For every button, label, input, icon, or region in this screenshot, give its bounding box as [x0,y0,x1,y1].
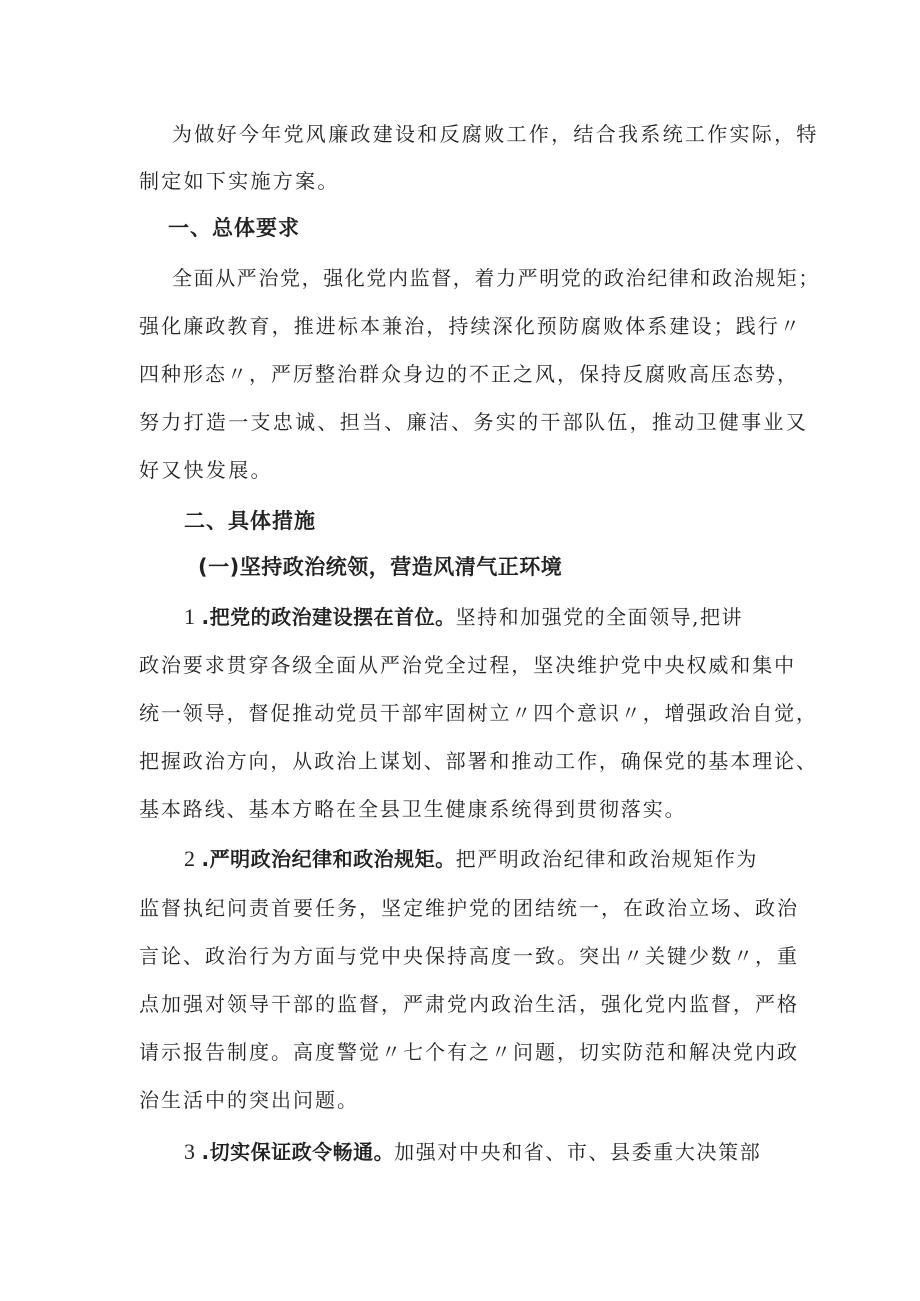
item-1-first-line [184,603,743,631]
item-3-title: .切实保证政令畅通。 [201,1140,395,1164]
item-2-first-line [184,845,758,873]
intro-line-1: 为做好今年党风廉政建设和反腐败工作，结合我系统工作实际，特 [172,122,819,146]
item-2-line-5: 请示报告制度。高度警觉〃七个有之〃问题，切实防范和解决党内政 [139,1040,799,1064]
section-2-subheading: (一)坚持政治统领，营造风清气正环境 [198,555,563,579]
item-1-number: 1 [184,604,196,629]
item-1-title: .把党的政治建设摆在首位。 [201,605,456,629]
item-3-number: 3 [184,1139,196,1164]
item-2-line-4: 点加强对领导干部的监督，严肃党内政治生活，强化党内监督，严格 [139,992,799,1016]
item-2-first-line-rest: 把严明政治纪律和政治规矩作为 [455,847,759,871]
item-2-line-3: 言论、政治行为方面与党中央保持高度一致。突出〃关键少数〃，重 [139,944,799,968]
item-3-first-line [184,1138,761,1166]
section-1-line-3: 四种形态〃，严厉整治群众身边的不正之风，保持反腐败高压态势， [139,362,799,386]
section-1-line-4: 努力打造一支忠诚、担当、廉洁、务实的干部队伍，推动卫健事业又 [139,410,808,434]
section-1-heading: 一、总体要求 [168,216,300,240]
intro-line-2: 制定如下实施方案。 [139,169,340,193]
section-1-line-2: 强化廉政教育，推进标本兼治，持续深化预防腐败体系建设；践行〃 [139,314,802,338]
item-1-line-5: 基本路线、基本方略在全县卫生健康系统得到贯彻落实。 [139,797,687,821]
item-1-first-line-rest: 坚持和加强党的全面领导,把讲 [455,605,743,629]
item-2-line-6: 治生活中的突出问题。 [139,1088,359,1112]
item-1-line-4: 把握政治方向，从政治上谋划、部署和推动工作，确保党的基本理论、 [139,749,818,773]
section-1-line-5: 好又快发展。 [139,458,273,482]
item-2-title: .严明政治纪律和政治规矩。 [201,847,456,871]
item-2-number: 2 [184,846,196,871]
section-1-line-1: 全面从严治党，强化党内监督，着力严明党的政治纪律和政治规矩； [172,266,820,290]
item-1-line-2: 政治要求贯穿各级全面从严治党全过程，坚决维护党中央权威和集中 [139,653,796,677]
item-1-line-3: 统一领导，督促推动党员干部牢固树立〃四个意识〃，增强政治自觉， [139,701,818,725]
item-2-line-2: 监督执纪问责首要任务，坚定维护党的团结统一，在政治立场、政治 [139,896,799,920]
section-2-heading: 二、具体措施 [184,509,316,533]
item-3-first-line-rest: 加强对中央和省、市、县委重大决策部 [394,1140,762,1164]
